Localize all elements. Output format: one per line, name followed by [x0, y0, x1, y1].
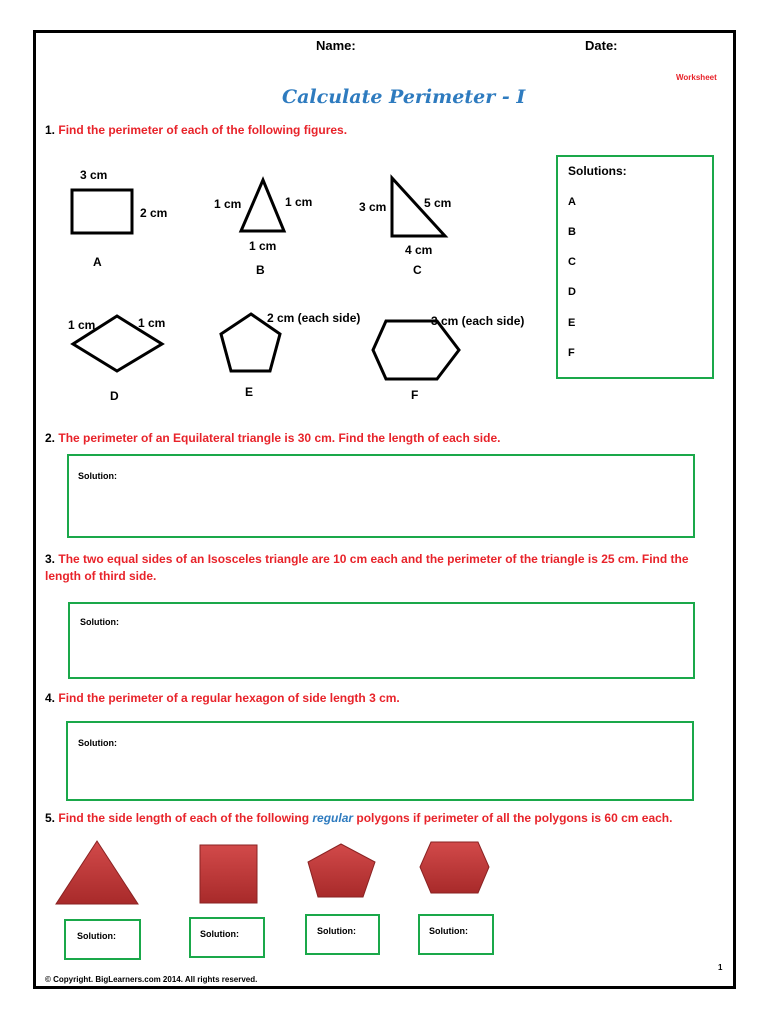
figure-a-letter: A — [93, 255, 102, 269]
figure-b-bottom-label: 1 cm — [249, 239, 277, 253]
question-text-after: polygons if perimeter of all the polygons is 60 cm each. — [353, 811, 673, 825]
solution-item-e: E — [568, 317, 576, 329]
question-text: The perimeter of an Equilateral triangle is 30 cm. Find the length of each side. — [58, 431, 501, 445]
red-pentagon-shape — [308, 844, 375, 897]
solution-label: Solution: — [317, 926, 356, 936]
q5-solution-box-3[interactable] — [305, 914, 380, 955]
solution-label: Solution: — [429, 926, 468, 936]
question-number: 4. — [45, 691, 56, 705]
solution-label: Solution: — [200, 929, 239, 939]
solution-label: Solution: — [78, 738, 117, 748]
copyright-text: © Copyright. BigLearners.com 2014. All rights reserved. — [45, 975, 258, 984]
red-hexagon-shape — [420, 842, 489, 893]
figure-b-left-label: 1 cm — [214, 197, 242, 211]
solution-item-d: D — [568, 286, 576, 298]
question-number: 2. — [45, 431, 56, 445]
figure-d-right-label: 1 cm — [138, 316, 166, 330]
figure-c-left-label: 3 cm — [359, 200, 387, 214]
q5-solution-box-2[interactable] — [189, 917, 265, 958]
figure-b-letter: B — [256, 263, 265, 277]
page-title: Calculate Perimeter - I — [282, 86, 526, 108]
q5-solution-box-4[interactable] — [418, 914, 494, 955]
figure-c-right-label: 5 cm — [424, 196, 452, 210]
figure-a-top-label: 3 cm — [80, 168, 108, 182]
solution-label: Solution: — [77, 931, 116, 941]
figure-d-left-label: 1 cm — [68, 318, 96, 332]
question-text: Find the perimeter of a regular hexagon of side length 3 cm. — [58, 691, 400, 705]
solution-item-c: C — [568, 256, 576, 268]
solution-item-a: A — [568, 196, 576, 208]
q5-solution-box-1[interactable] — [64, 919, 141, 960]
figure-f-side-label: 3 cm (each side) — [431, 314, 525, 328]
figure-e-side-label: 2 cm (each side) — [267, 311, 361, 325]
figure-c-bottom-label: 4 cm — [405, 243, 433, 257]
figure-e-letter: E — [245, 385, 254, 399]
figure-a-right-label: 2 cm — [140, 206, 168, 220]
figure-b-right-label: 1 cm — [285, 195, 313, 209]
solution-label: Solution: — [78, 471, 117, 481]
solution-label: Solution: — [80, 617, 119, 627]
solution-item-b: B — [568, 226, 576, 238]
worksheet-tag: Worksheet — [676, 73, 717, 82]
question-text-line1: The two equal sides of an Isosceles triangle are 10 cm each and the perimeter of the triangle is 25 cm. Find the — [58, 552, 689, 566]
question-text-line2: length of third side. — [45, 569, 157, 583]
question-number: 3. — [45, 552, 56, 566]
name-label: Name: — [316, 38, 356, 53]
question-number: 5. — [45, 811, 56, 825]
figure-f-letter: F — [411, 388, 419, 402]
page-number: 1 — [718, 963, 723, 972]
solutions-heading: Solutions: — [568, 164, 627, 178]
red-triangle-shape — [56, 841, 138, 904]
date-label: Date: — [585, 38, 618, 53]
question-number: 1. — [45, 123, 56, 137]
figure-c-letter: C — [413, 263, 422, 277]
question-text-before: Find the side length of each of the following — [58, 811, 313, 825]
question-emphasis: regular — [312, 811, 354, 825]
red-square-shape — [200, 845, 257, 903]
question-text: Find the perimeter of each of the following figures. — [58, 123, 348, 137]
figure-d-letter: D — [110, 389, 119, 403]
solution-item-f: F — [568, 347, 575, 359]
